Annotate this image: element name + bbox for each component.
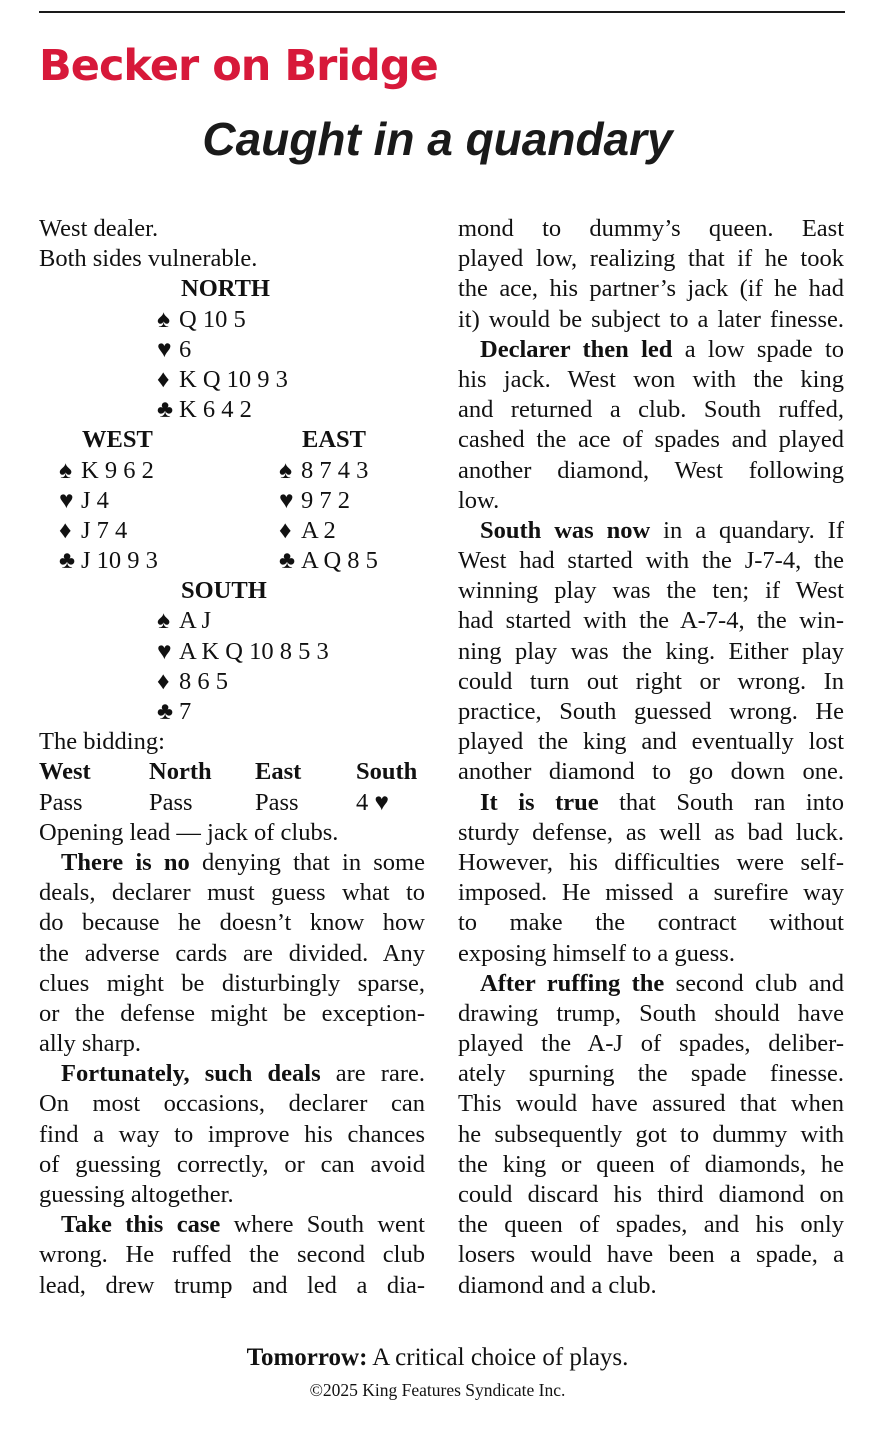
article-line — [458, 1150, 844, 1180]
article-line — [458, 1089, 844, 1119]
south-hearts: A K Q 10 8 5 3 — [179, 637, 329, 665]
paragraph-lead-in: Take this case — [61, 1211, 221, 1239]
article-line — [39, 969, 425, 999]
article-text: are rare. — [320, 1060, 425, 1088]
west-east-diamonds-row — [39, 516, 425, 546]
north-spades-row — [39, 305, 425, 335]
article-line — [39, 1240, 425, 1270]
article-text: West had started with the J-7-4, the — [458, 547, 844, 575]
paragraph-lead-in: Fortunately, such deals — [61, 1060, 321, 1088]
diamond-symbol: ♦ — [279, 516, 292, 544]
article-text: to make the contract without — [458, 909, 844, 937]
article-text: his jack. West won with the king — [458, 365, 844, 393]
west-clubs: J 10 9 3 — [81, 547, 158, 575]
article-text: of guessing correctly, or can avoid — [39, 1150, 425, 1178]
heart-symbol: ♥ — [157, 335, 172, 363]
article-text: denying that in some — [189, 848, 425, 876]
west-hearts: J 4 — [81, 486, 109, 514]
west-east-hearts-row — [39, 486, 425, 516]
club-symbol: ♣ — [279, 547, 296, 575]
tomorrow-teaser — [0, 1342, 875, 1374]
vulnerability-line: Both sides vulnerable. — [39, 245, 258, 273]
article-text: where South went — [220, 1211, 425, 1239]
west-east-label-row — [39, 425, 425, 455]
article-line — [458, 274, 844, 304]
article-text: On most occasions, declarer can — [39, 1090, 425, 1118]
article-text: the ace, his partner’s jack (if he had — [458, 275, 844, 303]
article-text: do because he doesn’t know how — [39, 909, 425, 937]
bidding-header-row — [39, 757, 425, 787]
article-line — [458, 425, 844, 455]
north-clubs-row — [39, 395, 425, 425]
article-text: another diamond to go down one. — [458, 758, 844, 786]
article-text: drawing trump, South should have — [458, 999, 844, 1027]
north-spades: Q 10 5 — [179, 305, 246, 333]
article-text: lead, drew trump and led a dia- — [39, 1271, 425, 1299]
article-text: ning play was the king. Either play — [458, 637, 844, 665]
west-east-clubs-row — [39, 546, 425, 576]
west-spades: K 9 6 2 — [81, 456, 154, 484]
article-line — [458, 788, 844, 818]
article-text: sturdy defense, as well as bad luck. — [458, 818, 844, 846]
article-text: could discard his third diamond on — [458, 1181, 844, 1208]
article-right-body — [458, 214, 844, 1301]
article-text: a low spade to — [672, 335, 845, 363]
article-line — [39, 1180, 425, 1210]
copyright: ©2025 King Features Syndicate Inc. — [309, 1380, 566, 1400]
article-left-body — [39, 848, 425, 1301]
south-hearts-row — [39, 637, 425, 667]
article-line — [458, 305, 844, 335]
bid-south: 4 ♥ — [356, 788, 389, 816]
article-text: could turn out right or wrong. In — [458, 667, 844, 695]
spade-symbol: ♠ — [279, 456, 293, 484]
article-text: it) would be subject to a later finesse. — [458, 305, 844, 333]
article-text: in a quandary. If — [650, 516, 844, 544]
article-line — [458, 1180, 844, 1210]
bidding-header-east: East — [255, 758, 302, 786]
article-line — [458, 1271, 844, 1301]
paragraph-lead-in: There is no — [61, 848, 190, 876]
west-east-spades-row — [39, 456, 425, 486]
south-diamonds: 8 6 5 — [179, 667, 228, 695]
article-line — [458, 969, 844, 999]
article-line — [39, 1120, 425, 1150]
article-text: ally sharp. — [39, 1030, 142, 1058]
south-clubs-row — [39, 697, 425, 727]
article-text: and returned a club. South ruffed, — [458, 396, 844, 424]
article-line — [458, 516, 844, 546]
article-line — [458, 637, 844, 667]
paragraph-lead-in: Declarer then led — [480, 335, 673, 363]
article-line — [458, 395, 844, 425]
tomorrow-text: A critical choice of plays. — [367, 1344, 629, 1371]
opening-lead: Opening lead — jack of clubs. — [39, 818, 339, 846]
article-line — [458, 214, 844, 244]
article-line — [458, 486, 844, 516]
article-line — [39, 878, 425, 908]
article-line — [39, 1150, 425, 1180]
heart-symbol: ♥ — [157, 637, 172, 665]
north-diamonds: K Q 10 9 3 — [179, 365, 288, 393]
article-text: mond to dummy’s queen. East — [458, 215, 844, 242]
paragraph-lead-in: It is true — [480, 788, 599, 816]
bid-north: Pass — [149, 788, 193, 816]
paragraph-lead-in: After ruffing the — [480, 969, 665, 997]
article-text: practice, South guessed wrong. He — [458, 698, 844, 725]
club-symbol: ♣ — [59, 547, 76, 575]
spade-symbol: ♠ — [157, 305, 171, 333]
bidding-call-row — [39, 788, 425, 818]
article-line — [458, 697, 844, 727]
article-text: exposing himself to a guess. — [458, 939, 735, 967]
south-label: SOUTH — [181, 577, 267, 605]
article-line — [458, 1210, 844, 1240]
north-label: NORTH — [181, 275, 270, 303]
article-text: guessing altogether. — [39, 1181, 234, 1208]
paragraph-lead-in: South was now — [480, 516, 651, 544]
article-line — [39, 1059, 425, 1089]
south-label-row — [39, 576, 425, 606]
east-hearts: 9 7 2 — [301, 486, 350, 514]
diamond-symbol: ♦ — [59, 516, 72, 544]
bidding-header-south: South — [356, 758, 418, 786]
article-text: wrong. He ruffed the second club — [39, 1241, 425, 1269]
article-text: played the A-J of spades, deliber- — [458, 1030, 844, 1058]
article-line — [458, 576, 844, 606]
headline: Caught in a quandary — [202, 113, 673, 165]
west-diamonds: J 7 4 — [81, 516, 128, 544]
article-line — [458, 335, 844, 365]
article-line — [39, 908, 425, 938]
east-spades: 8 7 4 3 — [301, 456, 369, 484]
south-diamonds-row — [39, 667, 425, 697]
article-line — [458, 908, 844, 938]
article-text: the queen of spades, and his only — [458, 1211, 844, 1239]
north-hearts: 6 — [179, 335, 192, 363]
article-text: cashed the ace of spades and played — [458, 426, 844, 454]
article-text: low. — [458, 486, 500, 514]
article-line — [458, 939, 844, 969]
right-column — [458, 214, 844, 1301]
article-text: second club and — [664, 969, 844, 997]
article-line — [458, 848, 844, 878]
north-hearts-row — [39, 335, 425, 365]
article-line — [39, 1210, 425, 1240]
east-label: EAST — [302, 426, 367, 454]
article-text: another diamond, West following — [458, 456, 844, 484]
north-diamonds-row — [39, 365, 425, 395]
article-text: imposed. He missed a surefire way — [458, 879, 844, 907]
article-line — [458, 757, 844, 787]
article-text: the adverse cards are divided. Any — [39, 939, 425, 967]
east-diamonds: A 2 — [301, 516, 336, 544]
article-text: played low, realizing that if he took — [458, 245, 844, 273]
article-text: that South ran into — [598, 788, 844, 816]
tomorrow-label: Tomorrow: — [246, 1344, 368, 1371]
article-text: clues might be disturbingly sparse, — [39, 969, 425, 997]
heart-symbol: ♥ — [59, 486, 74, 514]
article-line — [458, 667, 844, 697]
spade-symbol: ♠ — [157, 607, 171, 635]
article-line — [458, 456, 844, 486]
article-line — [458, 365, 844, 395]
dealer-line: West dealer. — [39, 215, 159, 242]
south-spades-row — [39, 606, 425, 636]
article-line — [39, 1029, 425, 1059]
article-line — [458, 727, 844, 757]
west-label: WEST — [82, 426, 153, 454]
article-text: the king or queen of diamonds, he — [458, 1150, 844, 1178]
north-label-row — [39, 274, 425, 304]
east-clubs: A Q 8 5 — [301, 547, 378, 575]
article-line — [458, 244, 844, 274]
north-clubs: K 6 4 2 — [179, 396, 252, 424]
bidding-header-north: North — [149, 758, 212, 786]
spade-symbol: ♠ — [59, 456, 73, 484]
left-column — [39, 214, 425, 1301]
article-text: However, his difficulties were self- — [458, 848, 844, 876]
article-text: had started with the A-7-4, the win- — [458, 607, 844, 635]
article-line — [458, 999, 844, 1029]
article-line — [39, 1271, 425, 1301]
article-line — [458, 606, 844, 636]
article-text: find a way to improve his chances — [39, 1120, 425, 1148]
article-text: winning play was the ten; if West — [458, 577, 844, 605]
article-line — [39, 1089, 425, 1119]
diamond-symbol: ♦ — [157, 365, 170, 393]
bid-east: Pass — [255, 788, 299, 816]
article-line — [458, 546, 844, 576]
south-clubs: 7 — [179, 698, 192, 725]
column-title: Becker on Bridge — [39, 41, 438, 91]
article-line — [458, 818, 844, 848]
heart-symbol: ♥ — [279, 486, 294, 514]
article-line — [458, 1120, 844, 1150]
club-symbol: ♣ — [157, 698, 174, 725]
bidding-title: The bidding: — [39, 728, 165, 756]
article-line — [39, 939, 425, 969]
south-spades: A J — [179, 607, 212, 635]
article-text: or the defense might be exception- — [39, 999, 425, 1027]
article-line — [39, 999, 425, 1029]
article-line — [39, 848, 425, 878]
article-line — [458, 1029, 844, 1059]
bidding-header-west: West — [39, 758, 91, 786]
article-text: This would have assured that when — [458, 1090, 844, 1118]
article-line — [458, 1059, 844, 1089]
club-symbol: ♣ — [157, 396, 174, 424]
article-text: diamond and a club. — [458, 1271, 657, 1299]
article-line — [458, 1240, 844, 1270]
diamond-symbol: ♦ — [157, 667, 170, 695]
top-rule — [39, 11, 845, 13]
bid-west: Pass — [39, 788, 83, 816]
article-text: deals, declarer must guess what to — [39, 879, 425, 907]
article-text: ately spurning the spade finesse. — [458, 1060, 844, 1088]
article-text: he subsequently got to dummy with — [458, 1120, 844, 1148]
article-line — [458, 878, 844, 908]
article-text: losers would have been a spade, a — [458, 1241, 844, 1269]
article-text: played the king and eventually lost — [458, 728, 844, 756]
